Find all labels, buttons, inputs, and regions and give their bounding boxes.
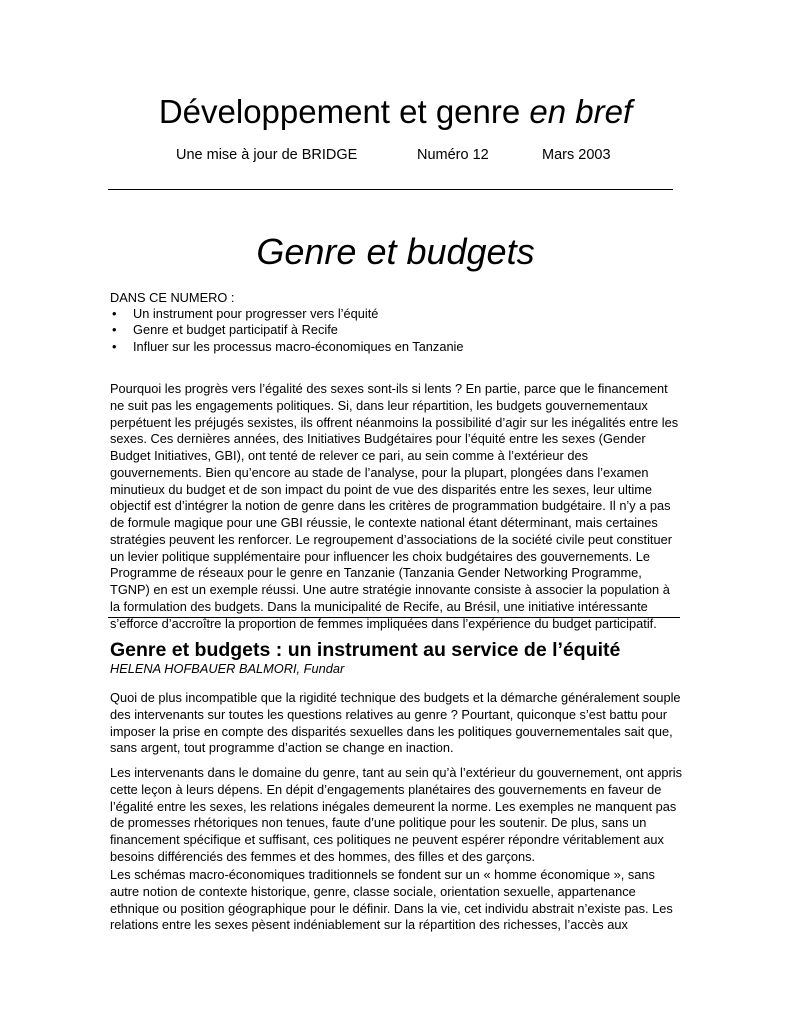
issue-headline: Genre et budgets (256, 231, 535, 272)
issue-date: Mars 2003 (542, 147, 611, 163)
section-title: Genre et budgets : un instrument au service de l’équité (110, 639, 621, 661)
contents-item: • Genre et budget participatif à Recife (110, 322, 690, 338)
issue-number: Numéro 12 (417, 147, 489, 163)
header-divider (108, 189, 673, 190)
body-paragraph: Les intervenants dans le domaine du genre, tant au sein qu’à l’extérieur du gouvernement, ont appris cette leçon à leurs dépens. En dépit d’engagements planétaires des gouvernements en faveur de l’égalité entre les sexes, les relations inégales demeurent la norme. Les exemples ne manquent pas de promesses rhétoriques non tenues, faute d’une politique pour les soutenir. De plus, sans un financement spécifique et suffisant, ces politiques ne peuvent espérer répondre véritablement aux besoins différenciés des femmes et des hommes, des filles et des garçons. (110, 765, 682, 864)
contents-item: • Un instrument pour progresser vers l’équité (110, 306, 690, 322)
contents-list (110, 306, 690, 355)
body-paragraph: Quoi de plus incompatible que la rigidité technique des budgets et la démarche généralement souple des intervenants sur toutes les questions relatives au genre ? Pourtant, quiconque s’est battu pour imposer la prise en compte des disparités sexuelles dans les politiques gouvernementales sait que, sans argent, tout programme d’action se change en inaction. (110, 690, 681, 756)
title-main: Développement et genre (158, 93, 521, 130)
title-italic: en bref (529, 93, 633, 130)
intro-paragraph: Pourquoi les progrès vers l’égalité des sexes sont-ils si lents ? En partie, parce que le financement ne suit pas les engagements politiques. Si, dans leur répartition, les budgets gouvernementaux perpétuent les préjugés sexistes, ils offrent néanmoins la possibilité d’agir sur les inégalités entre les sexes. Ces dernières années, des Initiatives Budgétaires pour l’équité entre les sexes (Gender Budget Initiatives, GBI), ont tenté de relever ce pari, au sein comme à l’extérieur des gouvernements. Bien qu’encore au stade de l’analyse, pour la plupart, plongées dans l’examen minutieux du budget et de son impact du point de vue des disparités entre les sexes, leur ultime objectif est d’intégrer la notion de genre dans les critères de programmation budgétaire. Il n’y a pas de formule magique pour une GBI réussie, le contexte national étant déterminant, mais certaines stratégies peuvent les renforcer. Le regroupement d’associations de la société civile peut constituer un levier politique supplémentaire pour influencer les choix budgétaires des gouvernements. Le Programme de réseaux pour le genre en Tanzanie (Tanzania Gender Networking Programme, TGNP) en est un exemple réussi. Une autre stratégie innovante consiste à associer la population à la formulation des budgets. Dans la municipalité de Recife, au Brésil, une initiative intéressante s’efforce d’accroître la proportion de femmes impliquées dans l’expérience du budget participatif. (110, 381, 679, 631)
intro-divider (108, 617, 680, 618)
update-label: Une mise à jour de BRIDGE (176, 147, 358, 163)
section-author: HELENA HOFBAUER BALMORI, Fundar (110, 661, 345, 676)
contents-label: DANS CE NUMERO : (110, 290, 235, 305)
newsletter-title (0, 92, 791, 132)
contents-box (110, 290, 690, 355)
contents-item: • Influer sur les processus macro-économiques en Tanzanie (110, 339, 690, 355)
body-paragraph: Les schémas macro-économiques traditionnels se fondent sur un « homme économique », sans autre notion de contexte historique, genre, classe sociale, orientation sexuelle, appartenance ethnique ou position géographique pour le définir. Dans la vie, cet individu abstrait n’existe pas. Les relations entre les sexes pèsent indéniablement sur la répartition des richesses, l’accès aux (110, 867, 673, 933)
